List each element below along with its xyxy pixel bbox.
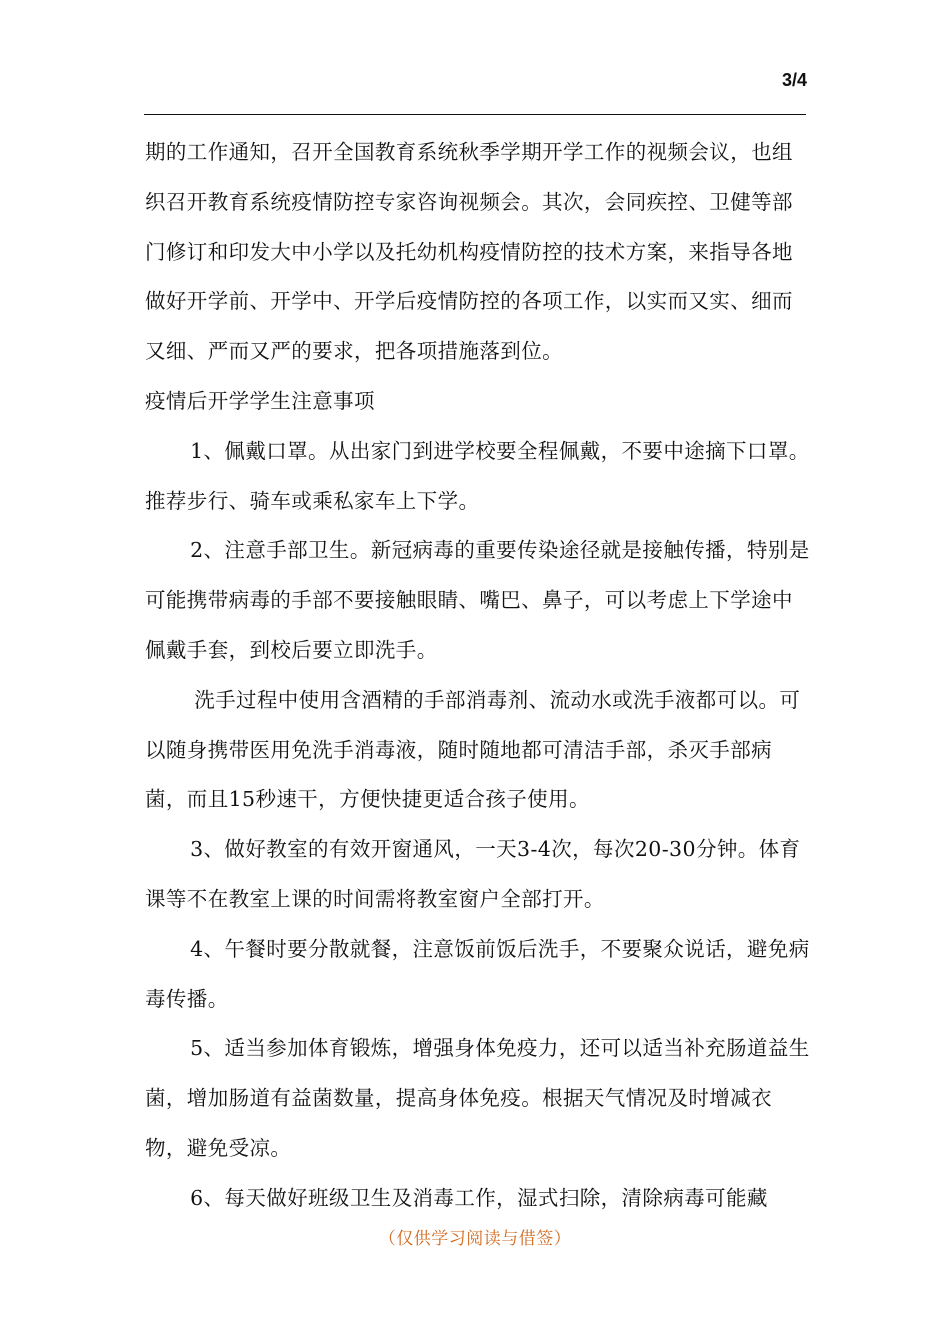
- paragraph-item-4: 4、午餐时要分散就餐，注意饭前饭后洗手，不要聚众说话，避免病毒传播。: [145, 936, 810, 1011]
- paragraph-item-3: 3、做好教室的有效开窗通风，一天3-4次，每次20-30分钟。体育课等不在教室上课的时间需将教室窗户全部打开。: [145, 837, 801, 911]
- paragraph-item-1: 1、佩戴口罩。从出家门到进学校要全程佩戴，不要中途摘下口罩。推荐步行、骑车或乘私家车上下学。: [145, 438, 810, 513]
- page-number: 3/4: [781, 70, 807, 90]
- section-heading: 疫情后开学学生注意事项: [145, 388, 375, 413]
- paragraph-item-2: 2、注意手部卫生。新冠病毒的重要传染途径就是接触传播，特别是可能携带病毒的手部不要接触眼睛、嘴巴、鼻子，可以考虑上下学途中佩戴手套，到校后要立即洗手。: [145, 538, 810, 662]
- paragraph-item-6: 6、每天做好班级卫生及消毒工作，湿式扫除，清除病毒可能藏: [190, 1185, 768, 1210]
- document-body: [145, 128, 810, 1224]
- footer-disclaimer: （仅供学习阅读与借签）: [378, 1229, 572, 1249]
- paragraph-handwashing: 洗手过程中使用含酒精的手部消毒剂、流动水或洗手液都可以。可以随身携带医用免洗手消毒液，随时随地都可清洁手部，杀灭手部病菌，而且15秒速干，方便快捷更适合孩子使用。: [145, 687, 801, 812]
- header-divider: [144, 114, 806, 115]
- paragraph-continued: 期的工作通知，召开全国教育系统秋季学期开学工作的视频会议，也组织召开教育系统疫情防控专家咨询视频会。其次，会同疾控、卫健等部门修订和印发大中小学以及托幼机构疫情防控的技术方案，来指导各地做好开学前、开学中、开学后疫情防控的各项工作，以实而又实、细而又细、严而又严的要求，把各项措施落到位。: [145, 140, 793, 364]
- paragraph-item-5: 5、适当参加体育锻炼，增强身体免疫力，还可以适当补充肠道益生菌，增加肠道有益菌数量，提高身体免疫。根据天气情况及时增减衣物，避免受凉。: [145, 1036, 810, 1160]
